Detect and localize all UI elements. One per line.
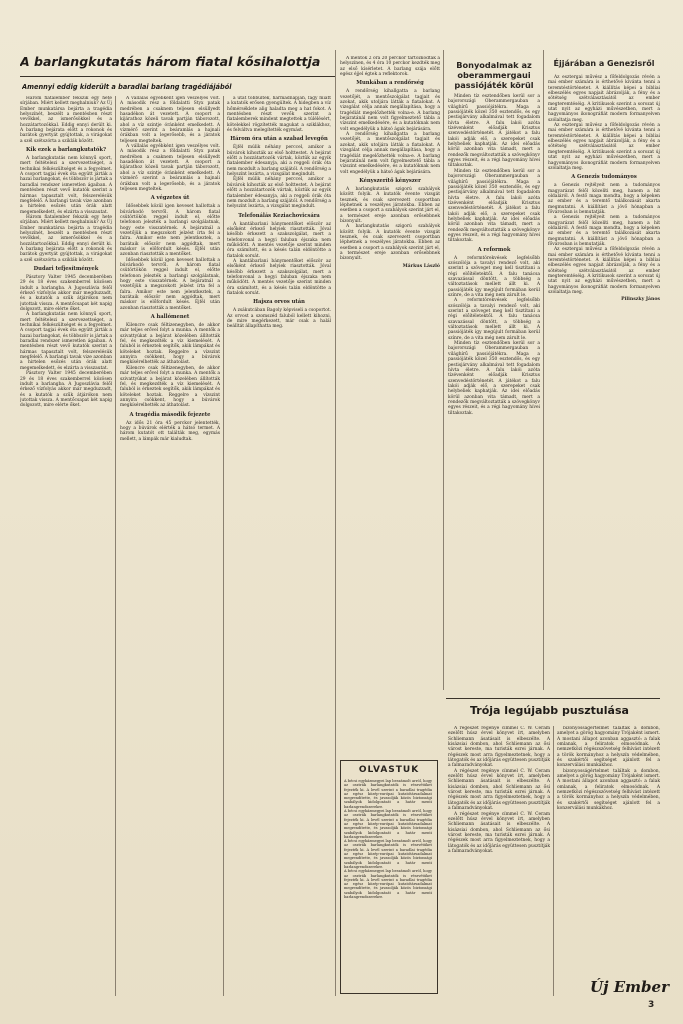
troja-headline: Trója legújabb pusztulása (470, 704, 629, 717)
article-column-4 (340, 56, 440, 546)
column-2-subheading-3: A tragédia második fejezete (129, 411, 211, 418)
article-column-6 (548, 58, 660, 690)
column-4-text-b: A rendőrség kihallgatta a barlang vezetőjét, a mentőszolgálat tagjait és azokat, akik utoljára látták a fiatalokat. A vizsgálat célja annak megállapítása, hogy a tragédiát megelőzhették volna-e. A barlang bejáratánál nem volt figyelmeztető tábla a vízszint emelkedésére, és a kutatóknak nem volt engedélyük a hátsó ágak bejárására. (340, 89, 440, 132)
column-6-signature: Pilinszky János (621, 297, 660, 303)
column-6-subheading: A Genezis tudományos (571, 174, 637, 181)
troja-column-1-text-c: A régészet regénye címmel C. W. Ceram ezelőtt húsz évvel könyvet írt, amelyben Schliemann ásatásait is elbeszélte. A kisázsiai dombon, ahol Schliemann az ősi várost kereste, ma turisták ezrei járnak. A régészek most arra figyelmeztetnek, hogy a látogatók és az időjárás együttesen pusztítják a falmaradványokat. (448, 811, 550, 854)
olvastuk-box (340, 760, 438, 994)
column-divider (443, 50, 444, 690)
column-2-text-z: Kilencre csak féltizenegyben, de akkor már teljes erővel folyt a munka. A mentők a szivattyúkat a bejárat közelében állították fel, és megkezdték a víz kiemelését. A faluból is érkeztek segítők, akik lámpákat és köteleket hoztak. Reggelre a vízszint annyira csökkent, hogy a búvárok megkísérelhették az áthatolást. (120, 365, 220, 409)
column-2-text-c: Kilencre csak féltizenegyben, de akkor már teljes erővel folyt a munka. A mentők a szivattyúkat a bejárat közelében állították fel, és megkezdték a víz kiemelését. A faluból is érkeztek segítők, akik lámpákat és köteleket hoztak. Reggelre a vízszint annyira csökkent, hogy a búvárok megkísérelhették az áthatolást. (120, 323, 220, 366)
column-2-text-d: Az idős 21 óra 45 perckor jelentették, hogy a búvárok elérték a hátsó termet. A három kutatót ott találták meg, egymás mellett, a lámpák már kialudtak. (120, 420, 220, 442)
column-2-subheading: A végzetes út (150, 195, 190, 202)
olvastuk-title: OLVASTUK (358, 765, 420, 775)
troja-column-1 (448, 726, 550, 998)
column-divider (335, 50, 336, 996)
column-divider (543, 50, 544, 690)
column-6-text-z: Az esztergai művész a főfeldolgozás révén a mai ember számára is érthetővé kívánta tenni a teremtéstörténetet. A kiállítás képei a bibliai elbeszélés egyes napjait ábrázolják, a fény és a sötétség szétválasztásától az ember megteremtéséig. A kritikusok szerint a sorozat új utat nyit az egyházi művészetben, mert a hagyományos ikonográfiát modern formanyelven szólaltatja meg. (548, 247, 660, 296)
column-4-text: A mentők 2 óra 20 perckor tartózkodtak a helyszínen, és 4 óra 10 perckor kezdték meg az első kísérletet. A barlang szája előtt egész éjjel égtek a reflektorok. (340, 56, 440, 78)
column-6-title: Éjjárában a Genezisről (553, 59, 655, 68)
column-3-text: a utat többültek, harmadnapján, fagy miatt a kutatók erősen gyengültek. A hidegben a víz hőmérséklete alig haladta meg a hat fokot. A mentésben részt vevők szerint a fiatalemberek mindent megtettek a túlélésért, kötelekkel rögzítették magukat a sziklákhoz, és felváltva melegítették egymást. (227, 96, 331, 134)
column-1-text-e: A barlangkutatás nem könnyű sport, mert feltételezi a szervezettséget, a technikai felkészültséget és a fegyelmet. A csoport tagjai évek óta együtt járták a hazai barlangokat, és többször is jártak a baradlai rendszer ismeretlen ágaiban. A mentésben részt vevő kutatók szerint a hármas tapasztalt volt, felszerelésük megfelelő. A barlangi tavak vize azonban a hirtelen esőzés után órák alatt megemelkedett, és elzárta a visszautat. (20, 312, 112, 371)
column-3-subheading: Három óra után a szabad levegőn (230, 136, 328, 143)
column-1-text-c: Három fiatalember fekszik egy hete sírjában. Miért kellett meghalniuk? Az Új Ember munkatársa bejárta a tragédia helyszínét, beszélt a mentésben részt vevőkkel, az ismerősökkel és a hozzátartozókkal. Eddig ennyi derült ki. A barlang bejárata előtt a rokonok és barátok gyertyát gyújtottak, a virágokat a szél szétszórta a sziklák között. (20, 214, 112, 263)
troja-column-2 (557, 726, 660, 966)
troja-column-1-text-b: A régészet regénye címmel C. W. Ceram ezelőtt húsz évvel könyvet írt, amelyben Schliemann ásatásait is elbeszélte. A kisázsiai dombon, ahol Schliemann az ősi várost kereste, ma turisták ezrei járnak. A régészek most arra figyelmeztetnek, hogy a látogatók és az időjárás együttesen pusztítják a falmaradványokat. (448, 768, 550, 812)
column-4-text-c: A barlangkutatás szigorú szabályok között folyik. A kutatók évente vizsgát tesznek, és csak szervezett csoportban léphetnek a veszélyes járatokba. Ebben az esetben a csoport a szabályok szerint járt el, a természet ereje azonban erősebbnek bizonyult. (340, 186, 440, 224)
page-number: 3 (648, 1000, 655, 1010)
column-divider (115, 96, 116, 996)
column-3-text-x: Éjfél múlik néhány perccel, amikor a búvárok kihozták az első holttestet. A bejárat előtt a hozzátartozók vártak, köztük az egyik fiatalember édesanyja, aki a reggeli órák óta nem mozdult a barlang szájától. A rendőrség a helyszínt lezárta, a vizsgálat megindult. (227, 177, 331, 210)
column-5-title: Bonyodalmak az oberammergaui passiójáték körül (454, 60, 534, 90)
column-3-subheading-2: Telefonálás Keziachovicsára (238, 212, 320, 219)
column-5-text-b: A reformtörekvések legfelsőbb szószólója a tavalyi rendező volt, aki szerint a szöveget meg kell tisztítani a régi előítéletektől. A falu tanácsa szavazással döntött, a többség a változtatások mellett állt ki. A passiójáték így megújult formában kerül színre, de a vita még nem zárult le. (448, 255, 540, 299)
column-1-subheading-2: Dudari tefjesítmények (33, 265, 99, 272)
column-6-text-b: a Genezis rejtélyeit nem a tudományos magyarázat felől közelíti meg, hanem a hit oldaláról. A festő maga mondta, hogy a képeken az ember és a teremtő találkozását akarta megmutatni. A kiállítást a jövő hónapban a fővárosban is bemutatják. (548, 183, 660, 215)
column-1-subheading: Kik ezek a barlangkutatók? (25, 147, 107, 154)
column-5-text: Minden tíz esztendőben kerül sor a bajorországi Oberammergauban a világhírű passiójátékra. Maga a passiójáték közel 350 esztendős, és egy pestisjárvány alkalmával tett fogadalom hívta életre. A falu lakói azóta tízévenként előadják Krisztus szenvedéstörténetét. A játékot a falu lakói adják elő, a szerepeket csak helybeliek kaphatják. Az idei előadás körül azonban vita támadt, mert a rendezők megváltoztatták a szövegkönyv egyes részeit, és a régi hagyomány hívei tiltakoztak. (448, 94, 540, 169)
olvastuk-text-d: A bécsi egyházmegyei lap beszámolt arról, hogy az osztrák barlangkutatók is részvétüket fejezték ki. A levél szerint a baradlai tragédia az egész közép-európai kutatótársadalmat megrendítette, és javasolják közös biztonsági szabályok kidolgozását a határ menti barlangrendszerekre. (344, 869, 432, 900)
main-headline: A barlangkutatás három fiatal kősihalottja (20, 54, 321, 69)
olvastuk-text-b: A bécsi egyházmegyei lap beszámolt arról, hogy az osztrák barlangkutatók is részvétüket fejezték ki. A levél szerint a baradlai tragédia az egész közép-európai kutatótársadalmat megrendítette, és javasolják közös biztonsági szabályok kidolgozását a határ menti barlangrendszerekre. (344, 809, 432, 839)
column-4-text-x: A rendőrség kihallgatta a barlang vezetőjét, a mentőszolgálat tagjait és azokat, akik utoljára látták a fiatalokat. A vizsgálat célja annak megállapítása, hogy a tragédiát megelőzhették volna-e. A barlang bejáratánál nem volt figyelmeztető tábla a vízszint emelkedésére, és a kutatóknak nem volt engedélyük a hátsó ágak bejárására. (340, 132, 440, 175)
column-2-text-x: A vállalás egyébként igen veszélyes volt. A második rész a földalatti Styx patak medrében a csaknem teljesen elsüllyedt hasadékon át vezetett. A csoport a kijárathoz közeli tavak partján táborozott, ahol a víz szintje óránként emelkedett. A vízmérő szerint a beáramlás a hajnali órákban volt a legerősebb, és a járatok teljesen megteltek. (120, 144, 220, 192)
main-subhead: Amennyi eddig kiderült a baradlai barlang tragédiájából (22, 83, 232, 91)
column-5-text-z: Minden tíz esztendőben kerül sor a bajorországi Oberammergauban a világhírű passiójátékra. Maga a passiójáték közel 350 esztendős, és egy pestisjárvány alkalmával tett fogadalom hívta életre. A falu lakói azóta tízévenként előadják Krisztus szenvedéstörténetét. A játékot a falu lakói adják elő, a szerepeket csak helybeliek kaphatják. Az idei előadás körül azonban vita támadt, mert a rendezők megváltoztatták a szövegkönyv egyes részeit, és a régi hagyomány hívei tiltakoztak. (448, 341, 540, 416)
article-column-2 (120, 96, 220, 996)
column-4-subheading-2: Kényszerítő kényszer (359, 177, 421, 184)
column-5-subheading: A reformok (477, 246, 511, 253)
column-6-text-x: Az esztergai művész a főfeldolgozás révén a mai ember számára is érthetővé kívánta tenni a teremtéstörténetet. A kiállítás képei a bibliai elbeszélés egyes napjait ábrázolják, a fény és a sötétség szétválasztásától az ember megteremtéséig. A kritikusok szerint a sorozat új utat nyit az egyházi művészetben, mert a hagyományos ikonográfiát modern formanyelven szólaltatja meg. (548, 123, 660, 171)
olvastuk-text: A bécsi egyházmegyei lap beszámolt arról, hogy az osztrák barlangkutatók is részvétüket fejezték ki. A levél szerint a baradlai tragédia az egész közép-európai kutatótársadalmat megrendítette, és javasolják közös biztonsági szabályok kidolgozását a határ menti barlangrendszerekre. (344, 779, 432, 809)
column-4-signature: Márkus László (402, 263, 440, 269)
column-1-text: Három fiatalember fekszik egy hete sírjában. Miért kellett meghalniuk? Az Új Ember munkatársa bejárta a tragédia helyszínét, beszélt a mentésben részt vevőkkel, az ismerősökkel és a hozzátartozókkal. Eddig ennyi derült ki. A barlang bejárata előtt a rokonok és barátok gyertyát gyújtottak, a virágokat a szél szétszórta a sziklák között. (20, 96, 112, 144)
column-3-text-d: A zsákutcában Bagoly képviseli a csoportot. Az orvost a szomszéd faluból kellett kihozni, de mire megérkezett, már csak a halál beálltát állapíthatta meg. (227, 308, 331, 330)
troja-column-2-text: bizonyosságértelmet találtak a dombon, amelyet a görög hagyomány Trójaként ismert. A mostani állapot azonban aggasztó: a falak omlanak, a feliratok elmosódnak. A nemzetközi régészszövetség felhívást intézett a török kormányhoz a helyszín védelmében, és szakértői segítséget ajánlott fel a konzerválási munkákhoz. (557, 726, 660, 769)
column-3-text-y: A kantábarlani bánymentőket először az elsőként érkező helyiek riasztották. Jóval később érkezett a szakszolgálat, mert a telefonvonal a hegyi faluban éjszaka nem működött. A mentés vezetője szerint minden óra számított, és a késés talán eldöntötte a fiatalok sorsát. (227, 258, 331, 296)
column-divider (553, 726, 554, 996)
article-column-1 (20, 96, 112, 996)
column-2-subheading-2: A hallómenet (150, 314, 190, 321)
column-5-text-x: Minden tíz esztendőben kerül sor a bajorországi Oberammergauban a világhírű passiójátékra. Maga a passiójáték közel 350 esztendős, és egy pestisjárvány alkalmával tett fogadalom hívta életre. A falu lakói azóta tízévenként előadják Krisztus szenvedéstörténetét. A játékot a falu lakói adják elő, a szerepeket csak helybeliek kaphatják. Az idei előadás körül azonban vita támadt, mert a rendezők megváltoztatták a szövegkönyv egyes részeit, és a régi hagyomány hívei tiltakoztak. (448, 168, 540, 244)
article-column-5 (448, 60, 540, 690)
article-column-3 (227, 96, 331, 996)
column-1-text-b: A barlangkutatás nem könnyű sport, mert feltételezi a szervezettséget, a technikai felkészültséget és a fegyelmet. A csoport tagjai évek óta együtt járták a hazai barlangokat, és többször is jártak a baradlai rendszer ismeretlen ágaiban. A mentésben részt vevő kutatók szerint a hármas tapasztalt volt, felszerelésük megfelelő. A barlangi tavak vize azonban a hirtelen esőzés után órák alatt megemelkedett, és elzárta a visszautat. (20, 156, 112, 215)
olvastuk-text-c: A bécsi egyházmegyei lap beszámolt arról, hogy az osztrák barlangkutatók is részvétüket fejezték ki. A levél szerint a baradlai tragédia az egész közép-európai kutatótársadalmat megrendítette, és javasolják közös biztonsági szabályok kidolgozását a határ menti barlangrendszerekre. (344, 839, 432, 869)
troja-top-rule (446, 698, 660, 699)
column-4-subheading: Munkában a rendőrség (356, 80, 424, 87)
column-2-text-b: Idősebbek közül igen keveset hallottak a búvárkodó tervről. A három fiatal csütörtökön reggel indult el, előtte telefonon jelezték a barlangi szolgálatnak, hogy este visszatérnek. A bejáratnál a vezetőjük a megszokott jelzést írta fel a falra. Amikor este nem jelentkeztek, a barátaik először nem aggódtak, mert máskor is előfordult késés. Éjfél után azonban riasztották a mentőket. (120, 204, 220, 258)
column-2-text: A vállalás egyébként igen veszélyes volt. A második rész a földalatti Styx patak medrében a csaknem teljesen elsüllyedt hasadékon át vezetett. A csoport a kijárathoz közeli tavak partján táborozott, ahol a víz szintje óránként emelkedett. A vízmérő szerint a beáramlás a hajnali órákban volt a legerősebb, és a járatok teljesen megteltek. (120, 96, 220, 144)
headline-rule (20, 76, 336, 77)
column-1-text-f: Pásztory Valter 1945 decemberében 29 és 18 éves szakemberrel közösen indult a barlangba. A Jugoszlávia felől érkező vízfolyás akkor már megduzzadt, és a kutatók a szűk átjárókon nem jutottak vissza. A mentőcsapat két napig dolgozott, mire elérte őket. (20, 371, 112, 409)
column-divider (223, 96, 224, 996)
column-3-subheading-3: Hajsza orvos után (253, 299, 305, 306)
column-3-text-c: A kantábarlani bánymentőket először az elsőként érkező helyiek riasztották. Jóval később érkezett a szakszolgálat, mert a telefonvonal a hegyi faluban éjszaka nem működött. A mentés vezetője szerint minden óra számított, és a késés talán eldöntötte a fiatalok sorsát. (227, 221, 331, 259)
column-2-text-y: Idősebbek közül igen keveset hallottak a búvárkodó tervről. A három fiatal csütörtökön reggel indult el, előtte telefonon jelezték a barlangi szolgálatnak, hogy este visszatérnek. A bejáratnál a vezetőjük a megszokott jelzést írta fel a falra. Amikor este nem jelentkeztek, a barátaik először nem aggódtak, mert máskor is előfordult késés. Éjfél után azonban riasztották a mentőket. (120, 257, 220, 311)
column-6-text-y: a Genezis rejtélyeit nem a tudományos magyarázat felől közelíti meg, hanem a hit oldaláról. A festő maga mondta, hogy a képeken az ember és a teremtő találkozását akarta megmutatni. A kiállítást a jövő hónapban a fővárosban is bemutatják. (548, 215, 660, 247)
troja-column-1-text: A régészet regénye címmel C. W. Ceram ezelőtt húsz évvel könyvet írt, amelyben Schliemann ásatásait is elbeszélte. A kisázsiai dombon, ahol Schliemann az ősi várost kereste, ma turisták ezrei járnak. A régészek most arra figyelmeztetnek, hogy a látogatók és az időjárás együttesen pusztítják a falmaradványokat. (448, 726, 550, 769)
troja-column-2-text-b: bizonyosságértelmet találtak a dombon, amelyet a görög hagyomány Trójaként ismert. A mostani állapot azonban aggasztó: a falak omlanak, a feliratok elmosódnak. A nemzetközi régészszövetség felhívást intézett a török kormányhoz a helyszín védelmében, és szakértői segítséget ajánlott fel a konzerválási munkákhoz. (557, 768, 660, 812)
newspaper-logo: Új Ember (590, 978, 669, 996)
column-6-text: Az esztergai művész a főfeldolgozás révén a mai ember számára is érthetővé kívánta tenni a teremtéstörténetet. A kiállítás képei a bibliai elbeszélés egyes napjait ábrázolják, a fény és a sötétség szétválasztásától az ember megteremtéséig. A kritikusok szerint a sorozat új utat nyit az egyházi művészetben, mert a hagyományos ikonográfiát modern formanyelven szólaltatja meg. (548, 75, 660, 123)
column-3-text-b: Éjfél múlik néhány perccel, amikor a búvárok kihozták az első holttestet. A bejárat előtt a hozzátartozók vártak, köztük az egyik fiatalember édesanyja, aki a reggeli órák óta nem mozdult a barlang szájától. A rendőrség a helyszínt lezárta, a vizsgálat megindult. (227, 145, 331, 178)
column-1-text-d: Pásztory Valter 1945 decemberében 29 és 18 éves szakemberrel közösen indult a barlangba. A Jugoszlávia felől érkező vízfolyás akkor már megduzzadt, és a kutatók a szűk átjárókon nem jutottak vissza. A mentőcsapat két napig dolgozott, mire elérte őket. (20, 274, 112, 313)
column-4-text-y: A barlangkutatás szigorú szabályok között folyik. A kutatók évente vizsgát tesznek, és csak szervezett csoportban léphetnek a veszélyes járatokba. Ebben az esetben a csoport a szabályok szerint járt el, a természet ereje azonban erősebbnek bizonyult. (340, 224, 440, 262)
olvastuk-text-wrap (344, 779, 432, 989)
column-5-text-y: A reformtörekvések legfelsőbb szószólója a tavalyi rendező volt, aki szerint a szöveget meg kell tisztítani a régi előítéletektől. A falu tanácsa szavazással döntött, a többség a változtatások mellett állt ki. A passiójáték így megújult formában kerül színre, de a vita még nem zárult le. (448, 298, 540, 341)
